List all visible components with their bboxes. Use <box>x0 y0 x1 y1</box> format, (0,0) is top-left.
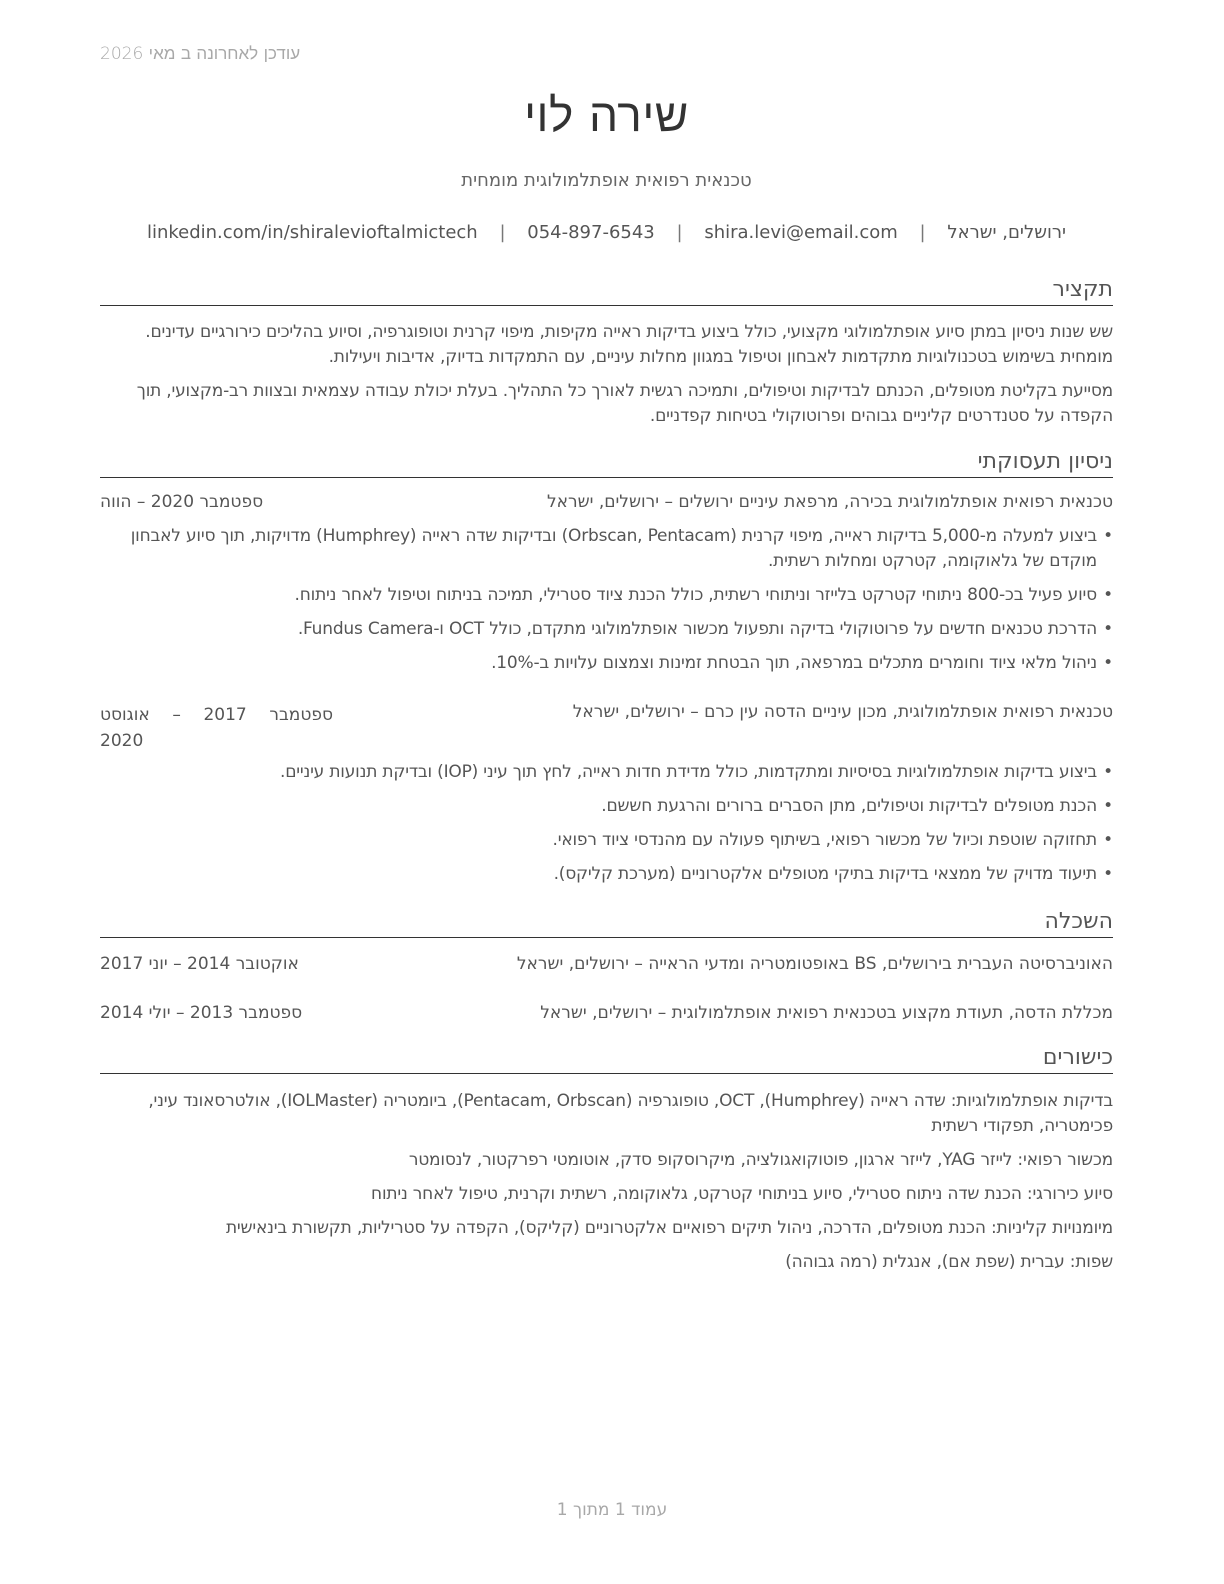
summary-paragraph: שש שנות ניסיון במתן סיוע אופתלמולוגי מקצועי, כולל ביצוע בדיקות ראייה מקיפות, מיפוי קרנית וטופוגרפיה, וסיוע בהליכים כירורגיים עדינים. מומחית בשימוש בטכנולוגיות מתקדמות לאבחון וטיפול במגוון מחלות עיניים, עם התמקדות בדיוק, אדיבות ויעילות. <box>145 322 1113 367</box>
skill-item: מיומנויות קליניות: הכנת מטופלים, הדרכה, ניהול תיקים רפואיים אלקטרוניים (קליקס), הקפדה על סטריליות, תקשורת בינאישית <box>225 1218 1113 1238</box>
education-dates: ספטמבר 2013 – יולי 2014 <box>100 1003 303 1023</box>
education-text: האוניברסיטה העברית בירושלים, BS באופטומטריה ומדעי הראייה – ירושלים, ישראל <box>516 954 1113 974</box>
list-item: • תיעוד מדויק של ממצאי בדיקות בתיקי מטופלים אלקטרוניים (מערכת קליקס). <box>100 862 1113 887</box>
job-bullets <box>100 760 1113 887</box>
job-role: טכנאית רפואית אופתלמולוגית בכירה, מרפאת עיניים ירושלים – ירושלים, ישראל <box>546 492 1113 512</box>
job-dates-line: 2020 <box>100 731 144 751</box>
summary-paragraph: מסייעת בקליטת מטופלים, הכנתם לבדיקות וטיפולים, ותמיכה רגשית לאורך כל התהליך. בעלת יכולת עבודה עצמאית ובצוות רב-מקצועי, תוך הקפדה על סטנדרטים קליניים גבוהים ופרוטוקולי בטיחות קפדניים. <box>136 381 1113 426</box>
skills-heading: כישורים <box>100 1044 1113 1074</box>
job-header <box>100 702 1113 754</box>
experience-heading: ניסיון תעסוקתי <box>100 448 1113 478</box>
contact-email[interactable]: shira.levi@email.com <box>704 222 898 243</box>
contact-line <box>100 222 1113 243</box>
list-item: • הכנת מטופלים לבדיקות וטיפולים, מתן הסברים ברורים והרגעת חששם. <box>100 794 1113 819</box>
job-role: טכנאית רפואית אופתלמולוגית, מכון עיניים הדסה עין כרם – ירושלים, ישראל <box>572 702 1113 722</box>
skills-section <box>100 1089 1113 1284</box>
skill-item: מכשור רפואי: לייזר YAG, לייזר ארגון, פוטוקואגולציה, מיקרוסקופ סדק, אוטומטי רפרקטור, לנסומטר <box>408 1150 1113 1170</box>
education-section <box>100 954 1113 1029</box>
candidate-title: טכנאית רפואית אופתלמולוגית מומחית <box>461 170 752 191</box>
page-number: עמוד 1 מתוך 1 <box>556 1500 668 1520</box>
contact-phone: 054-897-6543 <box>527 222 655 243</box>
job-header <box>100 492 1113 518</box>
list-item: • ניהול מלאי ציוד וחומרים מתכלים במרפאה, תוך הבטחת זמינות וצמצום עלויות ב-10%. <box>100 651 1113 676</box>
skill-item: בדיקות אופתלמולוגיות: שדה ראייה (Humphrey), OCT, טופוגרפיה (Pentacam, Orbscan), ביומטריה (IOLMaster), אולטרסאונד עיני, פכימטריה, תפקודי רשתית <box>148 1091 1113 1136</box>
skill-item: שפות: עברית (שפת אם), אנגלית (רמה גבוהה) <box>785 1252 1113 1272</box>
candidate-name: שירה לוי <box>524 88 689 142</box>
job-bullets <box>100 524 1113 676</box>
job-entry <box>100 702 1113 896</box>
contact-location: ירושלים, ישראל <box>947 222 1067 243</box>
contact-separator: | <box>499 222 506 243</box>
contact-separator: | <box>676 222 683 243</box>
job-dates-line: ספטמבר 2017 – אוגוסט <box>100 705 334 725</box>
list-item: • תחזוקה שוטפת וכיול של מכשור רפואי, בשיתוף פעולה עם מהנדסי ציוד רפואי. <box>100 828 1113 853</box>
job-entry <box>100 492 1113 685</box>
education-item <box>100 1003 1113 1029</box>
list-item: • הדרכת טכנאים חדשים על פרוטוקולי בדיקה ותפעול מכשור אופתלמולוגי מתקדם, כולל OCT ו-Fundus Camera. <box>100 617 1113 642</box>
education-heading: השכלה <box>100 908 1113 938</box>
list-item: • ביצוע בדיקות אופתלמולוגיות בסיסיות ומתקדמות, כולל מדידת חדות ראייה, לחץ תוך עיני (IOP) ובדיקת תנועות עיניים. <box>100 760 1113 785</box>
education-item <box>100 954 1113 980</box>
contact-separator: | <box>919 222 926 243</box>
education-dates: אוקטובר 2014 – יוני 2017 <box>100 954 299 974</box>
job-dates: ספטמבר 2020 – הווה <box>100 492 264 512</box>
list-item: • ביצוע למעלה מ-5,000 בדיקות ראייה, מיפוי קרנית (Orbscan, Pentacam) ובדיקות שדה ראייה (Humphrey) מדויקות, תוך סיוע לאבחון מוקדם של גלאוקומה, קטרקט ומחלות רשתית. <box>100 524 1113 574</box>
education-text: מכללת הדסה, תעודת מקצוע בטכנאית רפואית אופתלמולוגית – ירושלים, ישראל <box>540 1003 1113 1023</box>
last-updated: עודכן לאחרונה ב מאי 2026 <box>100 44 301 64</box>
list-item: • סיוע פעיל בכ-800 ניתוחי קטרקט בלייזר וניתוחי רשתית, כולל הכנת ציוד סטרילי, תמיכה בניתוח וטיפול לאחר ניתוח. <box>100 583 1113 608</box>
skill-item: סיוע כירורגי: הכנת שדה ניתוח סטרילי, סיוע בניתוחי קטרקט, גלאוקומה, רשתית וקרנית, טיפול לאחר ניתוח <box>371 1184 1113 1204</box>
job-dates <box>100 702 333 754</box>
contact-linkedin[interactable]: linkedin.com/in/shiralevioftalmictech <box>146 222 478 243</box>
summary-section <box>100 320 1113 429</box>
summary-heading: תקציר <box>100 276 1113 306</box>
